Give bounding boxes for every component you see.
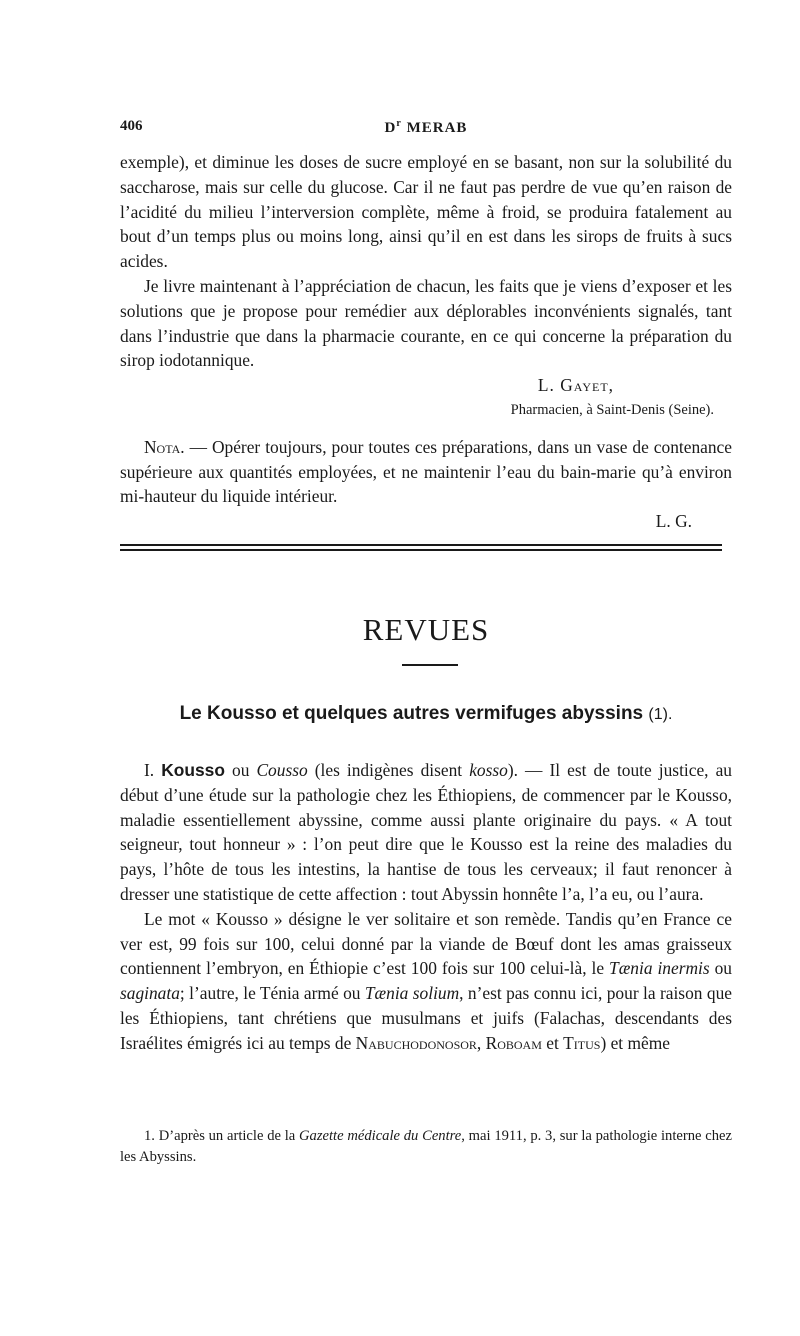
mot-kousso-paragraph [120, 907, 732, 1056]
mot-text-a: Le mot « Kousso » désigne le ver solitaire et son remède. Tandis qu’en France ce ver est, 99 fois sur 100, celui donné par la viande de Bœuf dont les amas graisseux contiennent l’embryon, en Éthiopie c’est 100 fois sur 100 celui-là, le [120, 908, 732, 979]
term-taenia-inermis: Tænia inermis [609, 958, 710, 979]
nota-paragraph [120, 435, 732, 509]
paragraph-continuation: exemple), et diminue les doses de sucre employé en se basant, non sur la solubilité du saccharose, mais sur celle du glucose. Car il ne faut pas perdre de vue qu’en raison de l’acidité du milieu l’interversion complète, même à froid, se produira fatalement au bout d’un temps plus ou moins long, ainsi qu’il en est dans les sirops de fruits à sucs acides. [120, 152, 732, 272]
footnote-text-a: 1. D’après un article de la [144, 1128, 299, 1144]
article-body [120, 758, 732, 1056]
separator-rule-bottom [120, 549, 722, 551]
sep-1: , [476, 1032, 486, 1053]
separator-rule-top [120, 544, 722, 546]
section-number: I. [144, 760, 162, 780]
running-title [120, 118, 732, 137]
mot-text-d: ) et même [600, 1032, 670, 1053]
section-title: REVUES [362, 612, 490, 647]
page-number: 406 [120, 118, 143, 134]
signature-name: L. Gayet, [537, 375, 614, 396]
name-roboam: Roboam [485, 1032, 542, 1053]
term-cousso: Cousso [256, 760, 308, 780]
mot-text-c: , n’est pas connu ici, pour la raison que les Éthiopiens, tant chrétiens que musulmans et juifs (Falachas, descendants des Israélites émigrés ici au temps de [120, 983, 732, 1053]
section-divider [402, 664, 458, 666]
article-title [120, 703, 732, 725]
text-ou: ou [224, 760, 257, 780]
kousso-paragraph [120, 758, 732, 907]
name-nabuchodonosor: Nabuchodonosor [355, 1032, 477, 1053]
author-sup: r [396, 118, 402, 129]
mot-text-b: ; l’autre, le Ténia armé ou [179, 983, 365, 1004]
footnote [120, 1126, 732, 1168]
name-titus: Titus [563, 1032, 601, 1053]
footnote-text-b: , mai 1911, p. 3, sur la pathologie interne chez les Abyssins. [120, 1128, 732, 1165]
sep-2: et [541, 1032, 564, 1053]
term-taenia-solium: Tænia solium [364, 983, 460, 1004]
term-kousso: Kousso [161, 760, 225, 780]
paragraph-conclusion: Je livre maintenant à l’appréciation de chacun, les faits que je viens d’exposer et les solutions que je propose pour remédier aux déplorables inconvénients signalés, tant dans l’industrie que dans la pharmacie courante, en ce qui concerne la préparation du sirop iodotannique. [120, 275, 732, 371]
kousso-text: ). — Il est de toute justice, au début d’une étude sur la pathologie chez les Éthiopiens, de commencer par le Kousso, maladie essentiellement abyssine, comme aussi plante originaire du pays. « A tout seigneur, tout honneur » : l’on peut dire que le Kousso est la reine des maladies du pays, l’hôte de tous les intestins, la hantise de tous les cerveaux; il faut renoncer à dresser une statistique de cette affection : tout Abyssin honnête l’a, l’a eu, ou l’aura. [120, 760, 732, 904]
text-ou-2: ou [709, 958, 732, 979]
nota-initials: L. G. [655, 511, 692, 532]
nota-text: — Opérer toujours, pour toutes ces préparations, dans un vase de contenance supérieure aux quantités employées, et ne maintenir l’eau du bain-marie qu’à environ mi-hauteur du liquide intérieur. [120, 436, 732, 507]
article-title-text: Le Kousso et quelques autres vermifuges abyssins [179, 703, 644, 724]
text-indigenes: (les indigènes disent [307, 760, 470, 780]
footnote-source: Gazette médicale du Centre [299, 1128, 462, 1144]
author-prefix: D [384, 120, 397, 136]
top-block [120, 150, 732, 534]
term-saginata: saginata [120, 983, 180, 1004]
author-name: MERAB [406, 120, 468, 136]
term-kosso: kosso [469, 760, 508, 780]
nota-label: Nota. [144, 436, 185, 457]
running-header [120, 118, 732, 140]
article-title-ref: (1). [648, 706, 673, 723]
signature-role: Pharmacien, à Saint-Denis (Seine). [510, 401, 714, 418]
